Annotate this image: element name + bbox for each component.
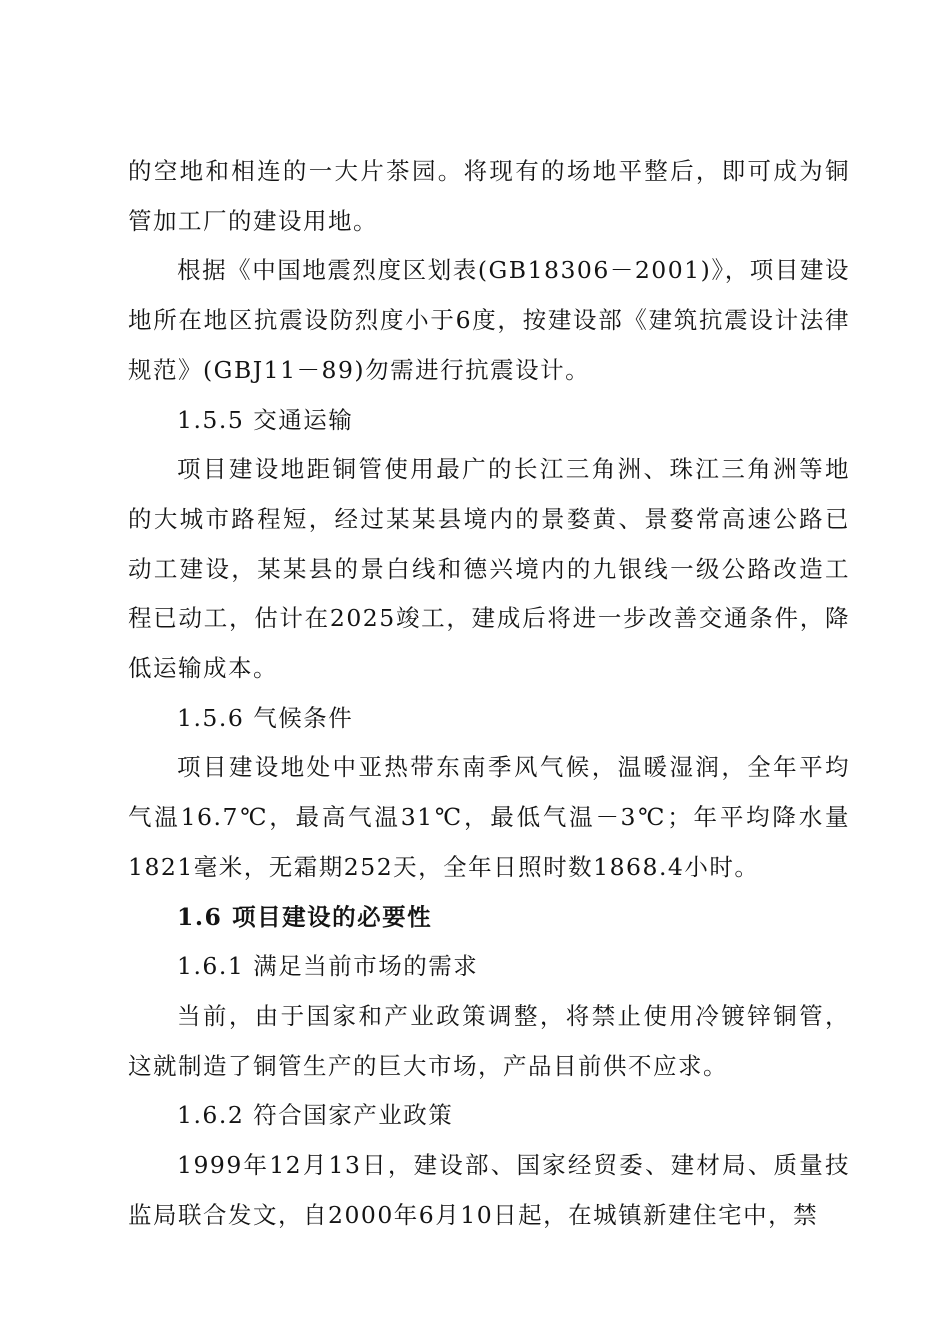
paragraph-seismic: 根据《中国地震烈度区划表(GB18306－2001)》，项目建设地所在地区抗震设防烈度小于6度，按建设部《建筑抗震设计法律规范》(GBJ11－89)勿需进行抗震设计。 xyxy=(128,256,850,384)
document-body xyxy=(128,147,850,1240)
paragraph-transport: 项目建设地距铜管使用最广的长江三角洲、珠江三角洲等地的大城市路程短，经过某某县境内的景婺黄、景婺常高速公路已动工建设，某某县的景白线和德兴境内的九银线一级公路改造工程已动工，估计在2025竣工，建成后将进一步改善交通条件，降低运输成本。 xyxy=(128,455,850,683)
section-heading-necessity: 1.6 项目建设的必要性 xyxy=(177,902,433,931)
subheading-market-demand: 1.6.1 满足当前市场的需求 xyxy=(177,952,479,981)
subheading-climate: 1.5.6 气候条件 xyxy=(177,703,354,732)
paragraph-market-demand: 当前，由于国家和产业政策调整，将禁止使用冷镀锌铜管，这就制造了铜管生产的巨大市场，产品目前供不应求。 xyxy=(128,1001,850,1080)
paragraph-climate: 项目建设地处中亚热带东南季风气候，温暖湿润，全年平均气温16.7℃，最高气温31℃，最低气温－3℃；年平均降水量1821毫米，无霜期252天，全年日照时数1868.4小时。 xyxy=(128,753,850,881)
subheading-industry-policy: 1.6.2 符合国家产业政策 xyxy=(177,1101,454,1130)
paragraph-site-land: 的空地和相连的一大片茶园。将现有的场地平整后，即可成为铜管加工厂的建设用地。 xyxy=(128,157,850,235)
subheading-transport: 1.5.5 交通运输 xyxy=(177,405,354,434)
paragraph-industry-policy: 1999年12月13日，建设部、国家经贸委、建材局、质量技监局联合发文，自2000年6月10日起，在城镇新建住宅中，禁 xyxy=(128,1151,850,1229)
